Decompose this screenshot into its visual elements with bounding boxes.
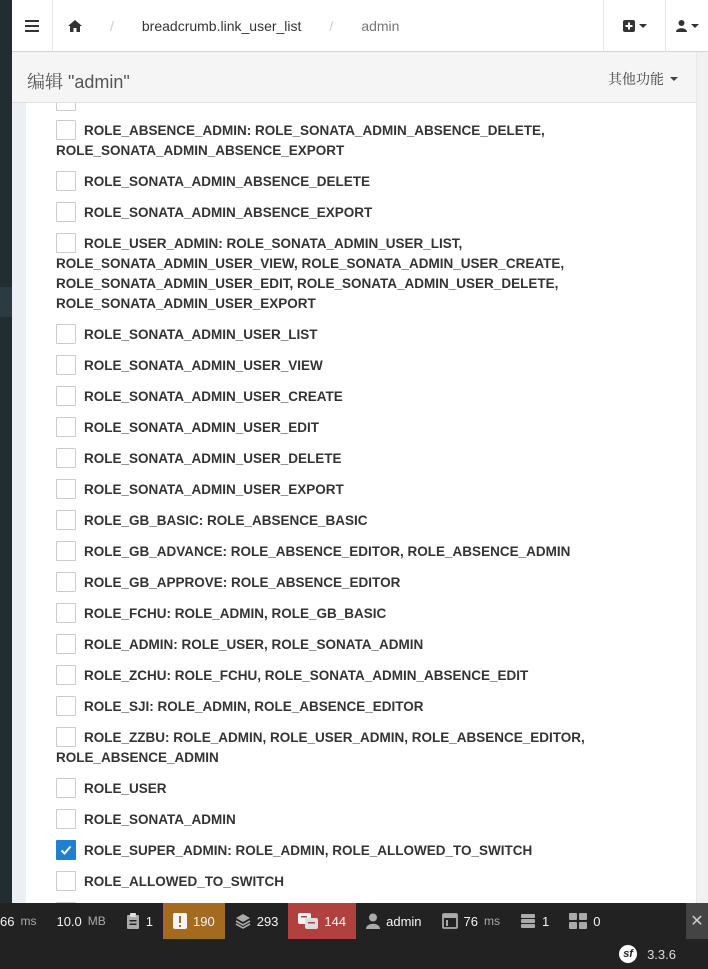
role-label: ROLE_SONATA_ADMIN_USER_EXPORT xyxy=(84,482,344,497)
role-label: ROLE_SJI: ROLE_ADMIN, ROLE_ABSENCE_EDITOR xyxy=(84,699,424,714)
role-label: ROLE_USER_ADMIN: ROLE_SONATA_ADMIN_USER_LIST, ROLE_SONATA_ADMIN_USER_VIEW, ROLE_SONATA_ADMIN_USER_CREATE, ROLE_SONATA_ADMIN_USER_EDIT, ROLE_SONATA_ADMIN_USER_DELETE, ROLE_SONATA_ADMIN_USER_EXPORT xyxy=(56,236,565,311)
role-option[interactable] xyxy=(56,356,686,376)
toolbar-forms[interactable] xyxy=(116,903,163,939)
window-icon xyxy=(442,913,458,929)
caret-down-icon xyxy=(691,24,699,28)
actions-label: 其他功能 xyxy=(608,71,664,87)
role-label: ROLE_SONATA_ADMIN_USER_VIEW xyxy=(84,358,323,373)
content-header xyxy=(12,52,696,103)
translation-icon xyxy=(298,913,318,929)
toolbar-twig[interactable] xyxy=(225,903,289,939)
role-checkbox[interactable] xyxy=(56,120,76,140)
role-checkbox[interactable] xyxy=(56,417,76,437)
role-option[interactable] xyxy=(56,542,686,562)
role-option[interactable] xyxy=(56,234,686,314)
role-label: ROLE_ALLOWED_TO_SWITCH xyxy=(84,874,285,889)
toolbar-blocks[interactable] xyxy=(559,903,610,939)
breadcrumb-user-list-link[interactable]: breadcrumb.link_user_list xyxy=(141,18,302,34)
toolbar-render-time[interactable] xyxy=(432,903,510,939)
role-option[interactable] xyxy=(56,810,686,830)
role-checkbox[interactable] xyxy=(56,871,76,891)
time-unit: ms xyxy=(20,914,37,928)
render-unit: ms xyxy=(484,914,501,928)
role-label: ROLE_GB_APPROVE: ROLE_ABSENCE_EDITOR xyxy=(84,575,401,590)
main-content xyxy=(12,103,696,903)
top-navbar xyxy=(12,0,708,52)
layers-icon xyxy=(235,913,251,929)
role-option[interactable] xyxy=(56,418,686,438)
role-option[interactable] xyxy=(56,121,686,161)
role-option[interactable] xyxy=(56,841,686,861)
caret-down-icon xyxy=(639,24,647,28)
toolbar-logs[interactable] xyxy=(163,903,225,939)
role-label: ROLE_SONATA_ADMIN_ABSENCE_DELETE xyxy=(84,174,371,189)
role-checkbox[interactable] xyxy=(56,202,76,222)
role-checkbox-checked[interactable] xyxy=(56,840,76,860)
forms-count: 1 xyxy=(145,913,154,929)
role-option[interactable] xyxy=(56,511,686,531)
role-checkbox[interactable] xyxy=(56,448,76,468)
render-value: 76 xyxy=(463,913,479,929)
role-label: ROLE_SONATA_ADMIN_USER_EDIT xyxy=(84,420,320,435)
user-icon xyxy=(676,20,687,32)
breadcrumb xyxy=(52,0,399,52)
twig-count: 293 xyxy=(256,913,279,929)
role-checkbox[interactable] xyxy=(56,778,76,798)
toolbar-cache[interactable] xyxy=(510,903,559,939)
role-checkbox[interactable] xyxy=(56,479,76,499)
roles-checkbox-list xyxy=(56,121,686,903)
sidebar xyxy=(0,0,12,903)
toolbar-close-button[interactable]: ✕ xyxy=(686,903,708,939)
role-option[interactable] xyxy=(56,872,686,892)
role-checkbox[interactable] xyxy=(56,510,76,530)
toolbar-username: admin xyxy=(386,913,422,929)
role-option[interactable] xyxy=(56,573,686,593)
debug-toolbar xyxy=(0,903,708,939)
role-label: ROLE_SONATA_ADMIN_USER_LIST xyxy=(84,327,318,342)
role-option[interactable] xyxy=(56,666,686,686)
translation-count: 144 xyxy=(324,913,347,929)
role-checkbox[interactable] xyxy=(56,355,76,375)
toolbar-translation[interactable] xyxy=(288,903,356,939)
role-checkbox[interactable] xyxy=(56,696,76,716)
user-icon xyxy=(366,913,380,929)
user-menu-button[interactable] xyxy=(665,0,708,52)
toolbar-user[interactable] xyxy=(356,903,431,939)
role-label: ROLE_ABSENCE_ADMIN: ROLE_SONATA_ADMIN_ABSENCE_DELETE, ROLE_SONATA_ADMIN_ABSENCE_EXPORT xyxy=(56,123,545,158)
breadcrumb-separator: / xyxy=(110,18,114,34)
database-icon xyxy=(520,913,536,929)
clipboard-icon xyxy=(126,913,140,929)
role-checkbox[interactable] xyxy=(56,233,76,253)
role-label: ROLE_USER xyxy=(84,781,167,796)
role-checkbox[interactable] xyxy=(56,809,76,829)
role-label: ROLE_SUPER_ADMIN: ROLE_ADMIN, ROLE_ALLOWED_TO_SWITCH xyxy=(84,843,533,858)
breadcrumb-home-link[interactable] xyxy=(68,20,82,32)
role-option[interactable] xyxy=(56,203,686,223)
symfony-version: 3.3.6 xyxy=(647,946,676,962)
plus-square-icon xyxy=(623,20,635,32)
role-checkbox[interactable] xyxy=(56,603,76,623)
role-label: ROLE_ZZBU: ROLE_ADMIN, ROLE_USER_ADMIN, ROLE_ABSENCE_EDITOR, ROLE_ABSENCE_ADMIN xyxy=(56,730,585,765)
role-option[interactable] xyxy=(56,387,686,407)
role-label: ROLE_ZCHU: ROLE_FCHU, ROLE_SONATA_ADMIN_ABSENCE_EDIT xyxy=(84,668,529,683)
memory-value: 10.0 xyxy=(56,913,82,929)
role-label: ROLE_GB_BASIC: ROLE_ABSENCE_BASIC xyxy=(84,513,368,528)
scrollbar[interactable] xyxy=(696,52,708,903)
role-checkbox[interactable] xyxy=(56,665,76,685)
add-new-button[interactable] xyxy=(603,0,666,52)
role-checkbox[interactable] xyxy=(56,727,76,747)
warning-icon xyxy=(173,913,187,929)
role-option[interactable] xyxy=(56,172,686,192)
sidebar-active-item[interactable] xyxy=(0,287,12,317)
role-label: ROLE_SONATA_ADMIN_ABSENCE_EXPORT xyxy=(84,205,373,220)
blocks-count: 0 xyxy=(593,913,601,929)
role-option[interactable] xyxy=(56,325,686,345)
role-option[interactable] xyxy=(56,779,686,799)
role-checkbox[interactable] xyxy=(56,572,76,592)
symfony-logo[interactable]: sf xyxy=(619,945,637,963)
role-checkbox[interactable] xyxy=(56,324,76,344)
symfony-footer xyxy=(0,939,708,969)
memory-unit: MB xyxy=(87,914,106,928)
role-option[interactable] xyxy=(56,697,686,717)
role-option[interactable] xyxy=(56,728,686,768)
sidebar-toggle-button[interactable] xyxy=(12,0,53,52)
role-checkbox[interactable] xyxy=(56,541,76,561)
role-checkbox[interactable] xyxy=(56,171,76,191)
roles-box xyxy=(26,103,696,903)
home-icon xyxy=(68,20,82,32)
breadcrumb-separator: / xyxy=(329,18,334,34)
role-label: ROLE_ADMIN: ROLE_USER, ROLE_SONATA_ADMIN xyxy=(84,637,424,652)
role-option[interactable] xyxy=(56,635,686,655)
breadcrumb-current: admin xyxy=(361,18,400,34)
role-label: ROLE_SONATA_ADMIN_USER_CREATE xyxy=(84,389,343,404)
page-title: 编辑 "admin" xyxy=(27,72,130,92)
logs-count: 190 xyxy=(193,913,215,929)
role-label: ROLE_FCHU: ROLE_ADMIN, ROLE_GB_BASIC xyxy=(84,606,387,621)
role-option[interactable] xyxy=(56,449,686,469)
role-label: ROLE_GB_ADVANCE: ROLE_ABSENCE_EDITOR, ROLE_ABSENCE_ADMIN xyxy=(84,544,571,559)
time-value: 66 xyxy=(0,913,15,929)
toolbar-time[interactable] xyxy=(0,903,46,939)
role-checkbox[interactable] xyxy=(56,386,76,406)
checkmark-icon xyxy=(60,844,72,856)
grid-icon xyxy=(569,913,587,929)
role-label: ROLE_SONATA_ADMIN_USER_DELETE xyxy=(84,451,342,466)
actions-dropdown[interactable] xyxy=(608,69,678,89)
role-option[interactable] xyxy=(56,604,686,624)
caret-down-icon xyxy=(670,77,678,81)
role-checkbox[interactable] xyxy=(56,634,76,654)
hamburger-icon xyxy=(25,20,39,32)
role-option[interactable] xyxy=(56,480,686,500)
cache-count: 1 xyxy=(542,913,550,929)
toolbar-memory[interactable] xyxy=(46,903,115,939)
role-label: ROLE_SONATA_ADMIN xyxy=(84,812,236,827)
checkbox-partial-top[interactable] xyxy=(56,103,76,111)
